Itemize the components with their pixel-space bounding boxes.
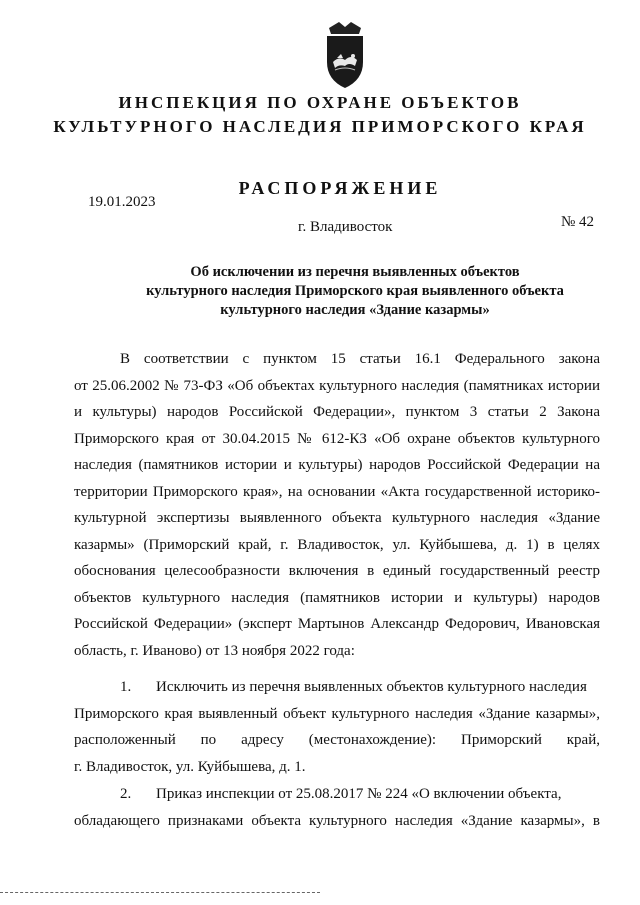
body-line: обоснования целесообразности включения в единый государственный реестр — [74, 563, 600, 579]
subject-line: культурного наследия Приморского края выявленного объекта — [146, 283, 564, 299]
body-line: наследия (памятников истории и культуры) народов Российской Федерации на — [74, 457, 600, 473]
document-city: г. Владивосток — [298, 219, 393, 235]
list-item-number: 1. — [120, 679, 132, 695]
body-line: и культуры) народов Российской Федерации», пунктом 3 статьи 2 Закона — [74, 404, 600, 420]
body-line: область, г. Иваново) от 13 ноября 2022 года: — [74, 643, 355, 659]
list-item-text: Исключить из перечня выявленных объектов культурного наследия — [156, 679, 587, 695]
body-line: Приморского края выявленный объект культурного наследия «Здание казармы», — [74, 706, 600, 722]
body-line: территории Приморского края», на основании «Акта государственной историко- — [74, 484, 600, 500]
coat-of-arms-icon — [315, 18, 375, 90]
document-number: № 42 — [560, 214, 594, 230]
body-line: казармы» (Приморский край, г. Владивосток, ул. Куйбышева, д. 1) в целях — [74, 537, 600, 553]
subject-line: культурного наследия «Здание казармы» — [220, 302, 490, 318]
body-line: от 25.06.2002 № 73-ФЗ «Об объектах культурного наследия (памятниках истории — [74, 378, 600, 394]
document-type: РАСПОРЯЖЕНИЕ — [238, 178, 442, 198]
organization-name-line2: КУЛЬТУРНОГО НАСЛЕДИЯ ПРИМОРСКОГО КРАЯ — [53, 117, 587, 136]
body-line: расположенный по адресу (местонахождение): Приморский край, — [74, 732, 600, 748]
body-line: объектов культурного наследия (памятников истории и культуры) народов — [74, 590, 600, 606]
list-item-1-first-line — [74, 677, 600, 697]
page-bottom-rule — [0, 892, 320, 893]
list-item-2-first-line — [74, 784, 600, 804]
organization-name-line1: ИНСПЕКЦИЯ ПО ОХРАНЕ ОБЪЕКТОВ — [118, 93, 522, 112]
subject-line: Об исключении из перечня выявленных объектов — [190, 264, 520, 280]
document-date: 19.01.2023 — [88, 194, 156, 210]
body-line: обладающего признаками объекта культурного наследия «Здание казармы», в — [74, 813, 600, 829]
list-item-text: Приказ инспекции от 25.08.2017 № 224 «О включении объекта, — [156, 786, 562, 802]
body-line: Приморского края от 30.04.2015 № 612-КЗ «Об охране объектов культурного — [74, 431, 600, 447]
body-line: г. Владивосток, ул. Куйбышева, д. 1. — [74, 759, 306, 775]
body-line: культурной экспертизы выявленного объекта культурного наследия «Здание — [74, 510, 600, 526]
list-item-number: 2. — [120, 786, 132, 802]
body-line: Российской Федерации» (эксперт Мартынов Александр Федорович, Ивановская — [74, 616, 600, 632]
body-line: В соответствии с пунктом 15 статьи 16.1 Федерального закона — [120, 351, 600, 367]
